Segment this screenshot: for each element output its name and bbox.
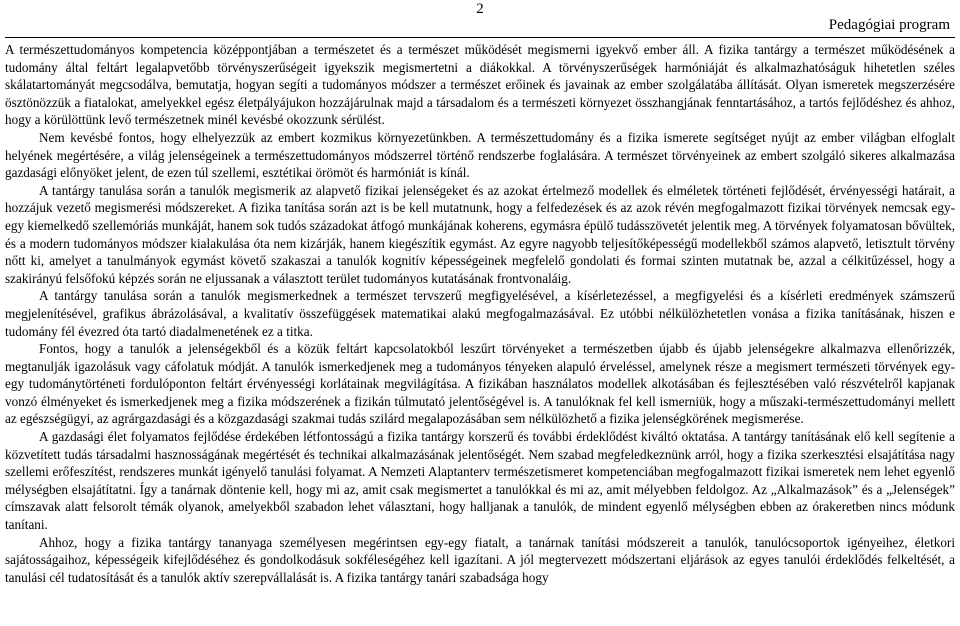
header-rule: [5, 37, 955, 38]
paragraph-5: Fontos, hogy a tanulók a jelenségekből és a közük feltárt kapcsolatokból leszűrt törvényeket a természetben újabb és újabb jelenségekre alkalmazva ellenőrizzék, megtanulják igazolásuk vagy cáfolatuk módját. A tanulók ismerkedjenek meg a tudományos tényeken alapuló érveléssel, amelynek része a megismert természeti törvények egy-egy tudománytörténeti fordulóponton feltárt érvényességi korlátainak megvilágítása. A fizikában használatos modellek alkotásában és fejlesztésében való részvételről kapjanak vonzó élményeket és ismerkedjenek meg a fizika módszerének a fizikán túlmutató jelentőségével is. A tanulóknak fel kell ismerniük, hogy a műszaki-természettudományi mellett az egészségügyi, az agrárgazdasági és a közgazdasági szakmai tudás szilárd megalapozásában sem nélkülözhető a fizika jelenségkörének megismerése.: [5, 341, 955, 427]
paragraph-1: A természettudományos kompetencia középpontjában a természetet és a természet működését megismerni igyekvő ember áll. A fizika tantárgy a természet működésének a tudomány által feltárt legalapvetőbb törvényszerűségeit igyekszik megismertetni a diákokkal. A törvényszerűségek harmóniáját és alkalmazhatóságuk hihetetlen széles skálatartományát megcsodálva, bemutatja, hogyan segíti a tudományos módszer a természet erőinek és javainak az ember szolgálatába állítását. Olyan ismeretek megszerzésére ösztönözzük a fiatalokat, amelyekkel egész életpályájukon hozzájárulnak majd a társadalom és a természeti környezet összhangjának fenntartásához, a tartós fejlődéshez és ahhoz, hogy a körülöttünk levő természetnek minél kevésbé okozzunk sérülést.: [5, 42, 955, 128]
paragraph-6: A gazdasági élet folyamatos fejlődése érdekében létfontosságú a fizika tantárgy korszerű és további érdeklődést kiváltó oktatása. A tantárgy tanításának elő kell segítenie a közvetített tudás társadalmi hasznosságának megértését és technikai alkalmazásának jelentőségét. Nem szabad megfeledkeznünk arról, hogy a fizika szerkesztési elsajátítása nagy szellemi erőfeszítést, rendszeres munkát igényelő tanulási folyamat. A Nemzeti Alaptanterv természetismeret kompetenciában megfogalmazott fizikai ismeretek nem lehet egyenlő mélységben elsajátítatni. Így a tanárnak döntenie kell, hogy mi az, amit csak megismertet a tanulókkal és mi az, amit mélyebben feldolgoz. Az „Alkalmazások” és a „Jelenségek” címszavak alatt felsorolt témák olyanok, amelyekből szabadon lehet választani, hogy halljanak a tanulók, de mindent egyenlő mélységben ebben az órakeretben nincs módunk tanítani.: [5, 429, 955, 533]
running-header-title: Pedagógiai program: [828, 17, 950, 33]
paragraph-2: Nem kevésbé fontos, hogy elhelyezzük az embert kozmikus környezetünkben. A természettudomány és a fizika ismerete segítséget nyújt az ember világban elfoglalt helyének megértésére, a világ jelenségeinek a természettudományos módszerrel történő rendszerbe foglalására. A természet törvényeinek az embert szolgáló sikeres alkalmazása gazdasági előnyöket jelent, de ezen túl szellemi, esztétikai örömöt és harmóniát is kínál.: [5, 129, 955, 181]
page-number: 2: [476, 1, 484, 17]
document-body: [5, 41, 955, 586]
paragraph-3: A tantárgy tanulása során a tanulók megismerik az alapvető fizikai jelenségeket és az azokat értelmező modellek és elméletek történeti fejlődését, érvényességi határait, a hozzájuk vezető megismerési módszereket. A fizika tanítása során azt is be kell mutatnunk, hogy a felfedezések és az azok révén megfogalmazott fizikai törvények nemcsak egy-egy kiemelkedő szellemóriás munkáját, hanem sok tudós századokat átfogó munkájának koherens, egymásra épülő tudásszövetét jelentik meg. A törvények folyamatosan bővültek, és a modern tudományos módszer kialakulása óta nem kizárják, hanem kiegészítik egymást. Az egyre nagyobb teljesítőképességű modellekből számos alapvető, letisztult törvény nőtt ki, amelyet a tanulmányok egymást követő szakaszai a tanulók kognitív képességeinek megfelelő gondolati és formai szinten mutatnak be, azzal a célkitűzéssel, hogy a szakirányú felsőfokú képzés során ne eljussanak a választott terület tudományos kutatásának frontvonaláig.: [5, 182, 955, 286]
paragraph-4: A tantárgy tanulása során a tanulók megismerkednek a természet tervszerű megfigyelésével, a kísérletezéssel, a megfigyelési és a kísérleti eredmények számszerű megjelenítésével, grafikus ábrázolásával, a kvalitatív összefüggések matematikai alakú megfogalmazásával. Ez utóbbi nélkülözhetetlen vonása a fizika tanításának, hiszen e tudomány fél évezred óta tartó diadalmenetének ez a titka.: [5, 288, 955, 339]
paragraph-7: Ahhoz, hogy a fizika tantárgy tananyaga személyesen megérintsen egy-egy fiatalt, a tanárnak tanítási módszereit a tanulók, tanulócsoportok igényeihez, életkori sajátosságaihoz, képességeik kifejlődéséhez és gondolkodásuk sokféleségéhez kell igazítani. A jól megtervezett módszertani eljárások az egyes tanulói érdeklődés felkeltését, a tanulási cél tudatosítását és a tanulók aktív szerepvállalását is. A fizika tantárgy tanári szabadsága hogy: [5, 534, 955, 585]
